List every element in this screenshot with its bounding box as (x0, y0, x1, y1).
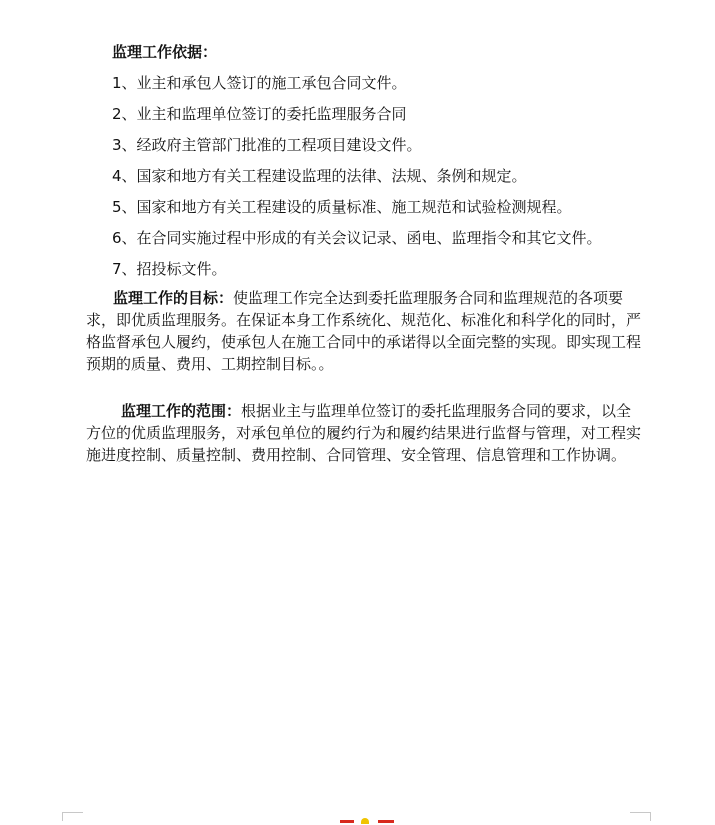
page-corner-mark-left (62, 812, 83, 821)
footer-mark-left (340, 820, 354, 823)
scope-paragraph (86, 400, 646, 466)
scope-label: 监理工作的范围： (121, 402, 242, 420)
list-item: 3、经政府主管部门批准的工程项目建设文件。 (112, 136, 422, 154)
list-item: 4、国家和地方有关工程建设监理的法律、法规、条例和规定。 (112, 167, 527, 185)
basis-heading: 监理工作依据： (112, 43, 218, 61)
basis-list (112, 72, 602, 289)
footer-dot-icon (361, 818, 369, 824)
list-item: 1、业主和承包人签订的施工承包合同文件。 (112, 74, 407, 92)
goal-text: 使监理工作完全达到委托监理服务合同和监理规范的各项要求，即优质监理服务。在保证本身工作系统化、规范化、标准化和科学化的同时，严格监督承包人履约，使承包人在施工合同中的承诺得以全面完整的实现。即实现工程预期的质量、费用、工期控制目标。。 (86, 289, 642, 373)
footer-mark-right (378, 820, 394, 823)
list-item: 6、在合同实施过程中形成的有关会议记录、函电、监理指令和其它文件。 (112, 229, 602, 247)
scope-text: 根据业主与监理单位签订的委托监理服务合同的要求，以全方位的优质监理服务，对承包单位的履约行为和履约结果进行监督与管理，对工程实施进度控制、质量控制、费用控制、合同管理、安全管理、信息管理和工作协调。 (86, 402, 642, 464)
goal-label: 监理工作的目标： (113, 289, 234, 307)
page-corner-mark-right (630, 812, 651, 821)
list-item: 7、招投标文件。 (112, 260, 227, 278)
list-item: 5、国家和地方有关工程建设的质量标准、施工规范和试验检测规程。 (112, 198, 572, 216)
list-item: 2、业主和监理单位签订的委托监理服务合同 (112, 105, 407, 123)
goal-paragraph (86, 287, 646, 375)
